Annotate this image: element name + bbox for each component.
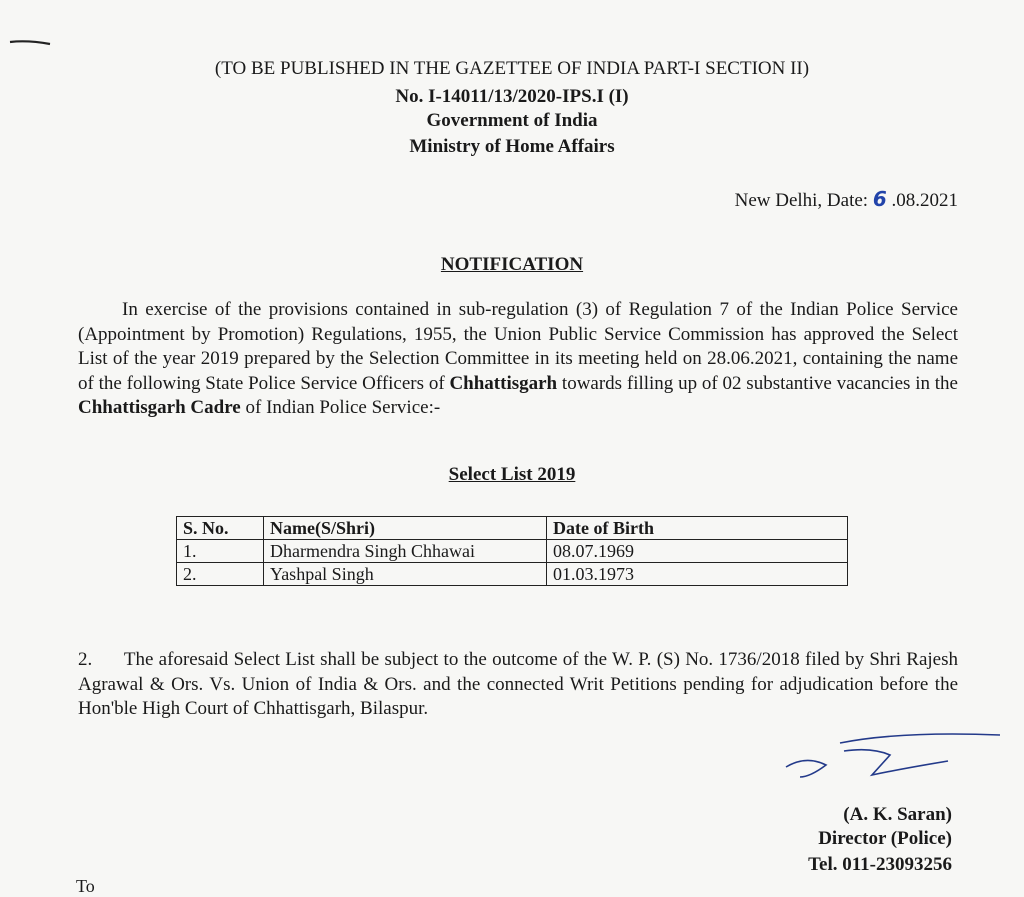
para2-number: 2. [78,649,93,670]
signatory-designation: Director (Police) [818,828,952,849]
file-number: No. I-14011/13/2020-IPS.I (I) [395,86,629,107]
row-sno: 2. [177,563,264,586]
para2-text: The aforesaid Select List shall be subject to the outcome of the W. P. (S) No. 1736/2018 filed by Shri Rajesh Agrawal & Ors. Vs. Union of India & Ors. and the connected Writ Petitions pending for adjudication before the Hon'ble High Court of Chhattisgarh, Bilaspur. [78,649,959,719]
row-name: Dharmendra Singh Chhawai [264,540,547,563]
para1-text-e: of Indian Police Service:- [240,397,441,418]
row-dob: 01.03.1973 [547,563,848,586]
table-row [177,540,848,563]
date-suffix: .08.2021 [891,190,958,211]
date-prefix: New Delhi, Date: [734,190,869,211]
ministry-heading: Ministry of Home Affairs [409,136,615,157]
row-sno: 1. [177,540,264,563]
date-line [735,187,958,212]
signatory-name: (A. K. Saran) [843,804,952,825]
signatory-phone: Tel. 011-23093256 [808,854,952,875]
select-list-title: Select List 2019 [448,464,576,485]
notification-paragraph [78,298,958,421]
header-dob: Date of Birth [547,517,848,540]
table-row [177,563,848,586]
notification-title: NOTIFICATION [440,254,584,275]
handwritten-day: 6 [872,187,887,211]
table-header-row [177,517,848,540]
para1-text-a: In exercise of the provisions contained in sub-regulation (3) of Regulation 7 of the Indian Police Service (Appointment by Promotion) Regulations, 1955, the Union Public Service Commission has approved the Select List of the year 2019 prepared by the Selection Committee in its meeting held on 28.06.2021, containing the name of the following State Police Service Officers of [78,299,958,394]
pen-stroke-mark [8,30,52,52]
second-paragraph [78,648,958,722]
header-sno: S. No. [177,517,264,540]
header-name: Name(S/Shri) [264,517,547,540]
government-heading: Government of India [426,110,598,131]
para1-text-c: towards filling up of 02 substantive vacancies in the [557,372,958,394]
signature [780,725,1020,795]
select-list-table [176,516,848,586]
para1-cadre: Chhattisgarh Cadre [78,397,241,418]
gazette-line: (TO BE PUBLISHED IN THE GAZETTEE OF INDIA PART-I SECTION II) [214,58,810,79]
para1-state: Chhattisgarh [449,372,558,394]
row-dob: 08.07.1969 [547,540,848,563]
to-label: To [76,876,95,896]
row-name: Yashpal Singh [264,563,547,586]
